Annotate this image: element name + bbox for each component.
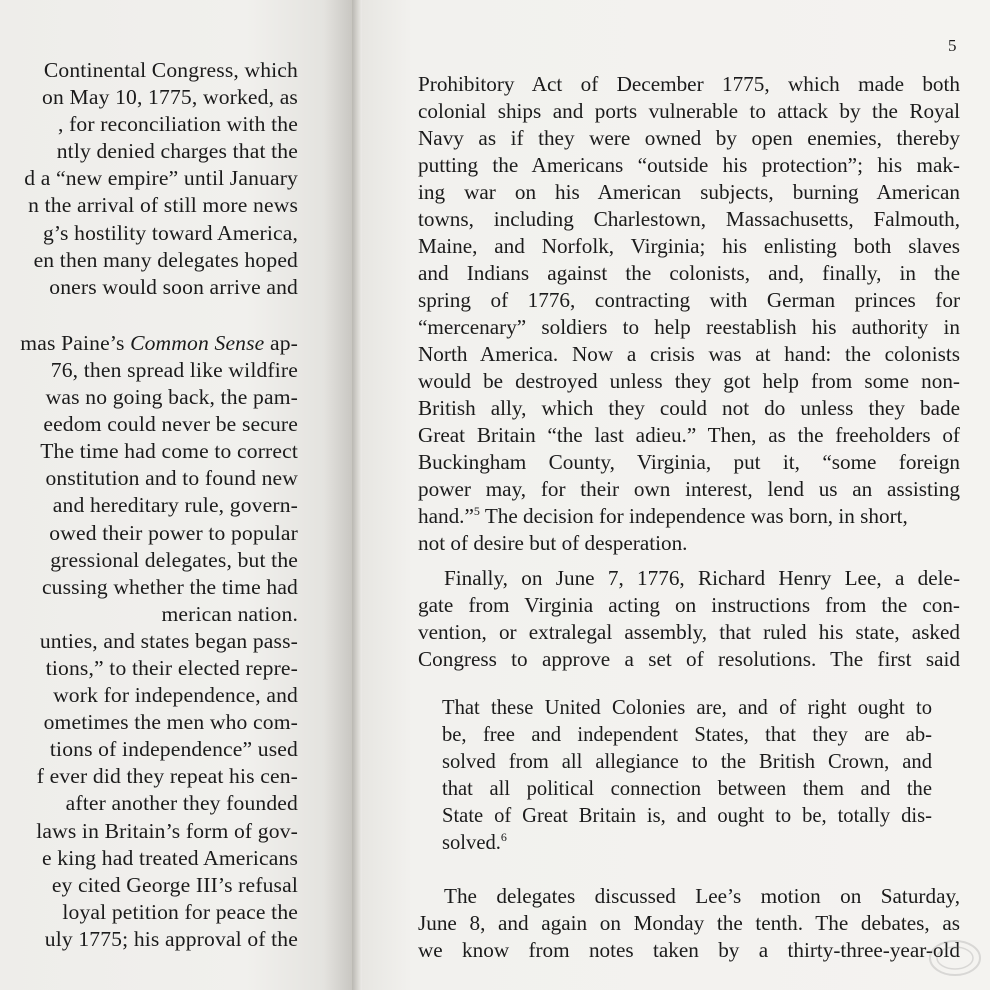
left-body-line: gressional delegates, but the: [50, 547, 298, 572]
left-body-line: [0, 301, 298, 330]
left-body-line: work for independence, and: [53, 683, 298, 708]
body-line: Buckingham County, Virginia, put it, “some foreign: [418, 450, 960, 474]
body-line: gate from Virginia acting on instructions from the con-: [418, 593, 960, 617]
body-line: Finally, on June 7, 1776, Richard Henry Lee, a dele-: [444, 566, 960, 590]
body-line: spring of 1776, contracting with German princes for: [418, 288, 960, 312]
left-body-line: The time had come to correct: [40, 439, 298, 464]
body-line: Prohibitory Act of December 1775, which made both: [418, 72, 960, 96]
body-line: we know from notes taken by a thirty-three-year-old: [418, 938, 960, 962]
quote-line: That these United Colonies are, and of right ought to: [442, 697, 932, 719]
left-body-line: laws in Britain’s form of gov-: [36, 818, 298, 843]
left-body-line: merican nation.: [161, 601, 298, 626]
left-body-line: , for reconciliation with the: [57, 112, 298, 137]
quote-line: [442, 830, 932, 857]
body-line: colonial ships and ports vulnerable to attack by the Royal: [418, 99, 960, 123]
body-line: ing war on his American subjects, burning American: [418, 180, 960, 204]
body-line: power may, for their own interest, lend us an assisting: [418, 477, 960, 501]
body-line: and Indians against the colonists, and, finally, in the: [418, 261, 960, 285]
body-line: Congress to approve a set of resolutions. The first said: [418, 647, 960, 671]
body-line: not of desire but of desperation.: [418, 531, 688, 555]
right-page: [362, 0, 990, 990]
left-body-line: e king had treated Americans: [41, 845, 298, 870]
body-line: Great Britain “the last adieu.” Then, as the freeholders of: [418, 423, 960, 447]
left-body-line: tions,” to their elected repre-: [45, 655, 298, 680]
quote-line: State of Great Britain is, and ought to be, totally dis-: [442, 805, 932, 827]
body-line: “mercenary” soldiers to help reestablish his authority in: [418, 315, 960, 339]
body-text: hand.”: [418, 504, 474, 528]
quote-line: be, free and independent States, that they are ab-: [442, 724, 932, 746]
left-body-line: ey cited George III’s refusal: [51, 872, 298, 897]
body-line: putting the Americans “outside his protection”; his mak-: [418, 153, 960, 177]
left-body-line: f ever did they repeat his cen-: [36, 764, 298, 789]
body-line: Maine, and Norfolk, Virginia; his enlisting both slaves: [418, 234, 960, 258]
body-line: towns, including Charlestown, Massachusetts, Falmouth,: [418, 207, 960, 231]
footnote-marker: 5: [473, 503, 480, 518]
left-body-line: mas Paine’s Common Sense ap-: [20, 330, 298, 355]
left-body-line: ometimes the men who com-: [43, 710, 298, 735]
left-body-line: and hereditary rule, govern-: [52, 493, 298, 518]
footnote-marker: 6: [500, 830, 507, 845]
body-line: vention, or extralegal assembly, that ruled his state, asked: [418, 620, 960, 644]
left-body-line: g’s hostility toward America,: [42, 220, 298, 245]
body-line: June 8, and again on Monday the tenth. The debates, as: [418, 911, 960, 935]
body-line: Navy as if they were owned by open enemies, thereby: [418, 126, 960, 150]
left-body-line: n the arrival of still more news: [28, 193, 298, 218]
book-title: Common Sense: [130, 330, 265, 355]
left-body-line: eedom could never be secure: [43, 412, 298, 437]
left-body-line: tions of independence” used: [49, 737, 298, 762]
left-body-line: after another they founded: [65, 791, 298, 816]
left-body-line: ntly denied charges that the: [56, 139, 298, 164]
left-page-text: [0, 57, 298, 953]
left-page: [0, 0, 352, 990]
body-line: The delegates discussed Lee’s motion on Saturday,: [444, 884, 960, 908]
body-line: [418, 503, 960, 530]
body-line: North America. Now a crisis was at hand: the colonists: [418, 342, 960, 366]
left-body-line: oners would soon arrive and: [49, 274, 298, 299]
book-gutter: [352, 0, 362, 990]
left-body-line: uly 1775; his approval of the: [44, 926, 298, 951]
left-body-line: cussing whether the time had: [41, 574, 298, 599]
left-body-line: loyal petition for peace the: [62, 899, 298, 924]
quote-line: that all political connection between them and the: [442, 778, 932, 800]
left-body-line: onstitution and to found new: [45, 466, 298, 491]
left-body-line: was no going back, the pam-: [45, 385, 298, 410]
body-line: British ally, which they could not do unless they bade: [418, 396, 960, 420]
left-body-line: on May 10, 1775, worked, as: [42, 85, 298, 110]
watermark-stamp-icon: [928, 938, 982, 978]
body-line: would be destroyed unless they got help from some non-: [418, 369, 960, 393]
left-body-line: unties, and states began pass-: [39, 628, 298, 653]
left-body-line: Continental Congress, which: [43, 58, 298, 82]
left-body-line: 76, then spread like wildfire: [50, 357, 298, 382]
quote-text: solved.: [442, 832, 501, 854]
body-text: The decision for independence was born, in short,: [484, 504, 908, 528]
left-body-line: d a “new empire” until January: [24, 166, 298, 191]
page-number: 5: [948, 36, 957, 55]
left-body-line: owed their power to popular: [49, 520, 298, 545]
quote-line: solved from all allegiance to the British Crown, and: [442, 751, 932, 773]
left-body-line: en then many delegates hoped: [33, 247, 298, 272]
